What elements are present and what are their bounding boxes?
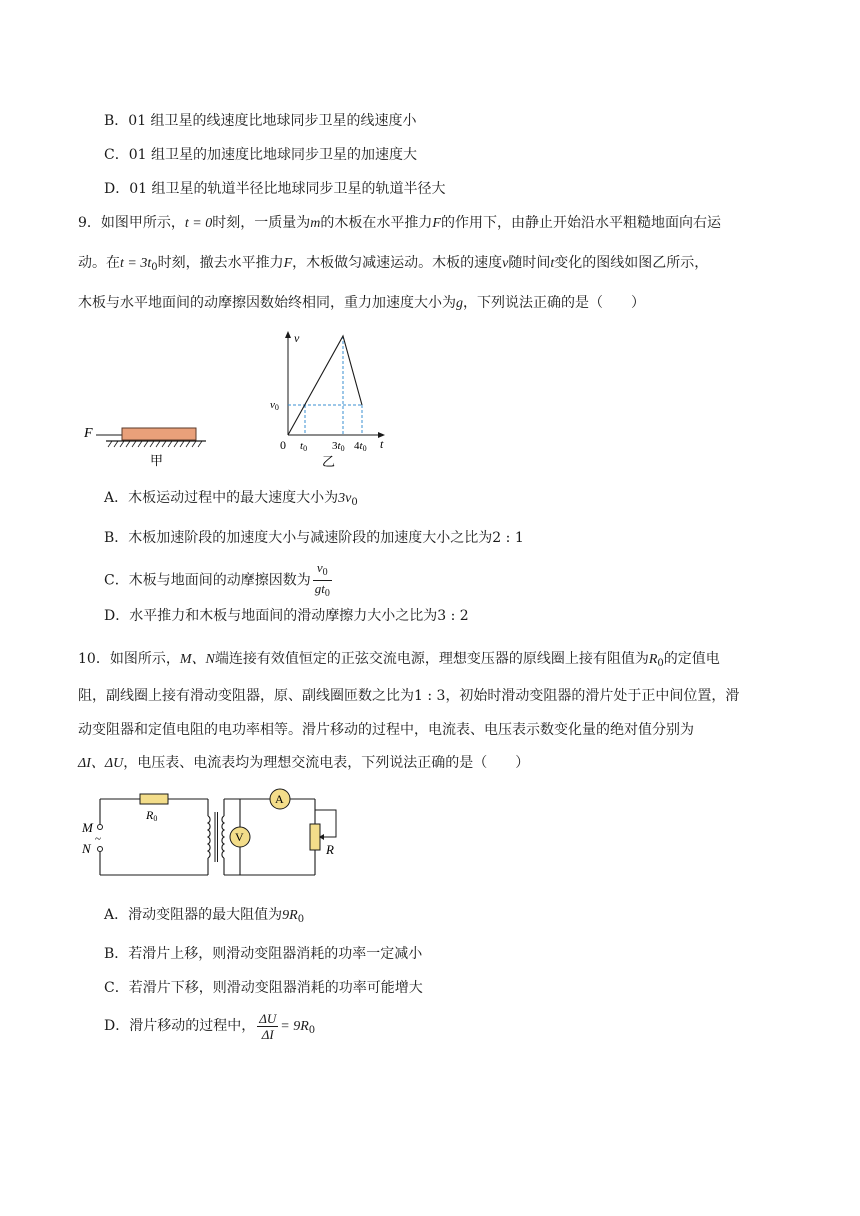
q9-option-c: C．木板与地面间的动摩擦因数为 $\frac{v_0}{gt_0}$ bbox=[104, 560, 330, 599]
origin-label: 0 bbox=[280, 438, 286, 452]
q10-stem-line1: 10．如图所示，M、N端连接有效值恒定的正弦交流电源，理想变压器的原线圈上接有阻值为$R_0$的定值电 bbox=[78, 651, 720, 669]
q10-option-d: D．滑片移动的过程中， $\frac{\Delta U}{\Delta I}$ = $9R_0$ bbox=[104, 1010, 316, 1042]
q10-option-c: C．若滑片下移，则滑动变阻器消耗的功率可能增大 bbox=[104, 980, 423, 996]
r0-label: R0 bbox=[146, 808, 158, 823]
rheostat-label: R bbox=[326, 842, 334, 857]
force-label: F bbox=[84, 426, 93, 441]
q9-stem-line3: 木板与水平地面间的动摩擦因数始终相同，重力加速度大小为g，下列说法正确的是（ ） bbox=[78, 295, 645, 311]
q9-option-b: B．木板加速阶段的加速度大小与减速阶段的加速度大小之比为2 : 1 bbox=[104, 530, 524, 546]
q9-c-fraction: $\frac{v_0}{gt_0}$ bbox=[314, 560, 330, 599]
t0-tick-label: t0 bbox=[300, 440, 308, 453]
q9-figure-yi-graph bbox=[268, 328, 398, 473]
q9-stem-line2: 动。在$t = 3t_0$时刻，撤去水平推力F，木板做匀减速运动。木板的速度v随时间t变化的图线如图乙所示， bbox=[78, 255, 709, 273]
t3-tick-label: 3t0 bbox=[332, 440, 345, 453]
voltmeter-label: V bbox=[235, 830, 244, 844]
q8-option-d: D．01 组卫星的轨道半径比地球同步卫星的轨道半径大 bbox=[104, 181, 446, 197]
primary-coil bbox=[208, 816, 210, 858]
terminal-m-label: M bbox=[82, 820, 93, 835]
rheostat bbox=[310, 824, 320, 850]
v0-tick-label: v0 bbox=[270, 399, 279, 412]
q10-d-fraction: $\frac{\Delta U}{\Delta I}$ bbox=[259, 1010, 277, 1042]
wood-board bbox=[122, 428, 196, 440]
q9-stem-line1: 9．如图甲所示，t = 0时刻，一质量为m的木板在水平推力F的作用下，由静止开始沿水平粗糙地面向右运 bbox=[78, 215, 721, 231]
q8-option-b: B．01 组卫星的线速度比地球同步卫星的线速度小 bbox=[104, 113, 417, 129]
q10-circuit-diagram bbox=[78, 788, 358, 888]
secondary-coil bbox=[222, 816, 224, 858]
ac-source-symbol: ~ bbox=[95, 833, 101, 845]
q10-option-b: B．若滑片上移，则滑动变阻器消耗的功率一定减小 bbox=[104, 946, 423, 962]
v-axis-label: v bbox=[294, 331, 300, 345]
resistor-r0 bbox=[140, 794, 168, 804]
q10-option-a: A．滑动变阻器的最大阻值为$9R_0$ bbox=[104, 907, 305, 925]
ground-hatch bbox=[108, 441, 202, 447]
q9-option-d: D．水平推力和木板与地面间的滑动摩擦力大小之比为3 : 2 bbox=[104, 608, 469, 624]
figure-jia-caption: 甲 bbox=[150, 453, 164, 468]
q10-stem-line4: ΔI、ΔU，电压表、电流表均为理想交流电表，下列说法正确的是（ ） bbox=[78, 755, 530, 771]
q9-figure-jia bbox=[78, 415, 218, 475]
v-axis-arrow bbox=[285, 331, 291, 338]
terminal-n bbox=[98, 847, 103, 852]
q9-option-a: A．木板运动过程中的最大速度大小为$3v_0$ bbox=[104, 490, 358, 508]
q10-stem-line2: 阻，副线圈上接有滑动变阻器，原、副线圈匝数之比为1 : 3，初始时滑动变阻器的滑片处于正中间位置，滑 bbox=[78, 688, 740, 704]
q8-option-c: C．01 组卫星的加速度比地球同步卫星的加速度大 bbox=[104, 147, 417, 163]
terminal-m bbox=[98, 825, 103, 830]
q10-stem-line3: 动变阻器和定值电阻的电功率相等。滑片移动的过程中，电流表、电压表示数变化量的绝对值分别为 bbox=[78, 722, 694, 738]
terminal-n-label: N bbox=[82, 841, 91, 856]
figure-yi-caption: 乙 bbox=[322, 454, 336, 469]
t-axis-label: t bbox=[380, 437, 384, 451]
ammeter-label: A bbox=[275, 792, 284, 806]
v-t-curve bbox=[288, 336, 362, 435]
t4-tick-label: 4t0 bbox=[354, 440, 367, 453]
